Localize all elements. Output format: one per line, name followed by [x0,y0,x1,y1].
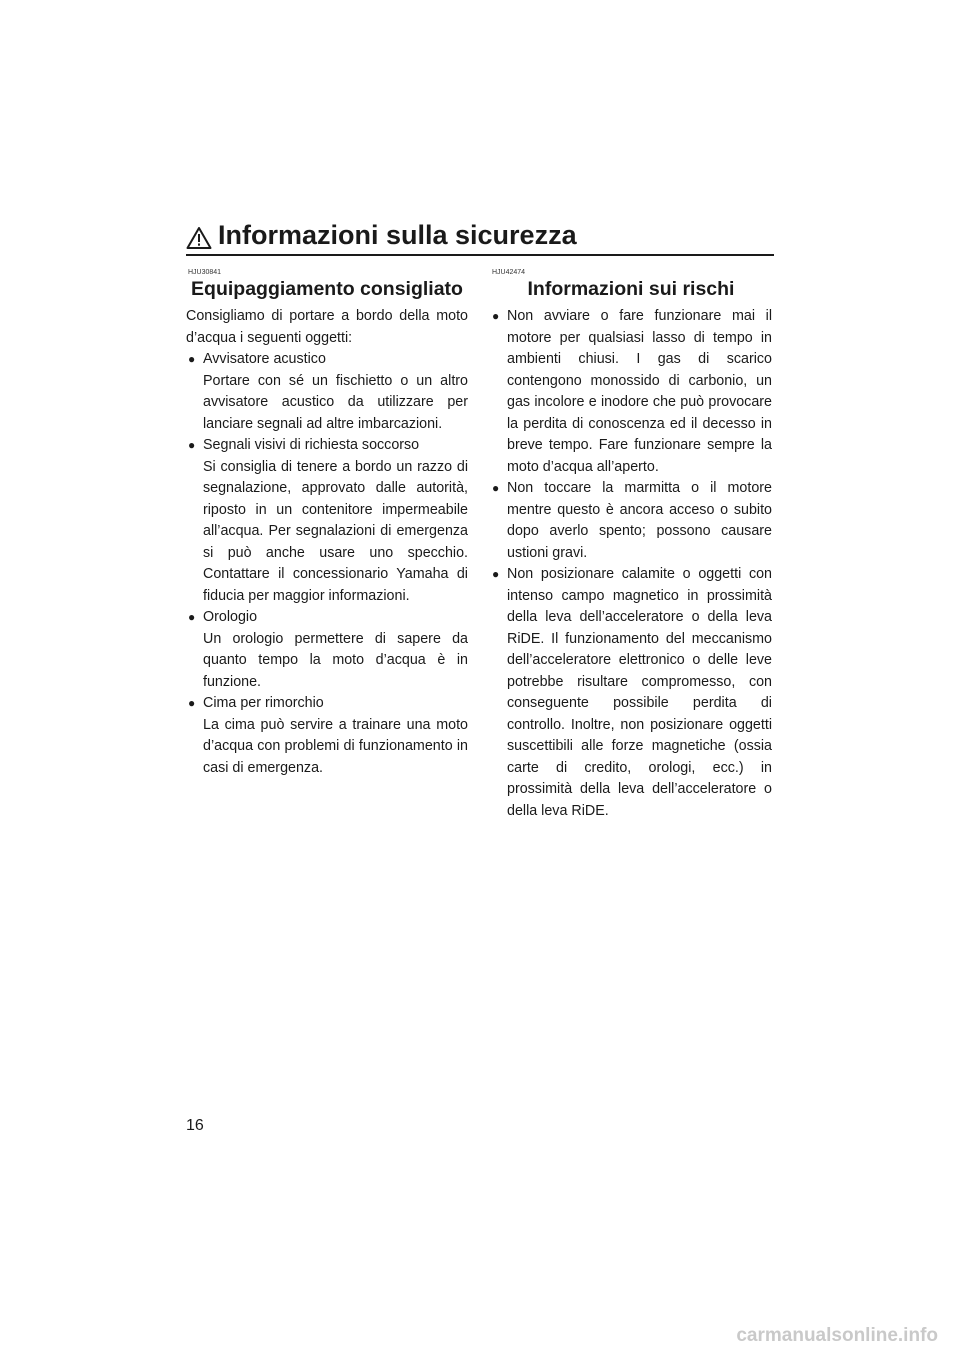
list-item [186,693,468,779]
item-text: La cima può servire a trainare una moto d’acqua con problemi di funzionamento in casi di emergenza. [203,716,468,776]
item-text: Un orologio permettere di sapere da quanto tempo la moto d’acqua è in funzione. [203,630,468,690]
bullet-icon: ● [188,610,196,624]
item-text: Non toccare la marmitta o il motore mentre questo è ancora acceso o subito dopo averlo spento; possono causare ustioni gravi. [507,480,772,561]
item-label: Avvisatore acustico [203,351,326,367]
section-code: HJU42474 [492,269,526,276]
bullet-icon: ● [188,352,196,366]
list-item [186,435,468,607]
header-title: Informazioni sulla sicurezza [218,220,577,250]
bullet-icon: ● [188,438,196,452]
item-text: Portare con sé un fischietto o un altro avvisatore acustico da utilizzare per lanciare segnali ad altre imbarcazioni. [203,372,468,432]
item-text: Non posizionare calamite o oggetti con intenso campo magnetico in prossimità della leva dell’acceleratore o della leva RiDE. Il funzionamento del meccanismo dell’acceleratore elettronico o delle leve potrebbe risultare compromesso, con conseguente possibile perdita di controllo. Inoltre, non posizionare oggetti suscettibili alle forze magnetiche (ossia carte di credito, orologi, ecc.) in prossimità della leva dell’acceleratore o della leva RiDE. [507,566,772,819]
list-item [490,306,772,478]
bullet-icon: ● [492,567,500,581]
page-number: 16 [186,1117,204,1134]
list-item [490,564,772,822]
section-risk-information [490,268,772,822]
item-text: Si consiglia di tenere a bordo un razzo di segnalazione, approvato dalle autorità, riposto in un contenitore impermeabile all’acqua. Per segnalazioni di emergenza si può anche usare uno specchio. Contattare il concessionario Yamaha di fiducia per maggior informazioni. [203,458,468,604]
bullet-icon: ● [492,481,500,495]
bullet-icon: ● [492,309,500,323]
watermark: carmanualsonline.info [736,1325,938,1346]
item-label: Orologio [203,609,258,625]
list-item [186,607,468,693]
warning-triangle-icon [186,226,212,250]
item-label: Cima per rimorchio [203,695,324,711]
page-header [186,222,774,256]
list-item [490,478,772,564]
section-recommended-equipment [186,268,468,779]
header-rule [186,254,774,256]
section-title: Informazioni sui rischi [527,278,735,300]
section-intro: Consigliamo di portare a bordo della moto d’acqua i seguenti oggetti: [186,308,468,346]
bullet-icon: ● [188,696,196,710]
section-title: Equipaggiamento consigliato [191,278,463,300]
section-code: HJU30841 [188,269,222,276]
list-item [186,349,468,435]
item-text: Non avviare o fare funzionare mai il motore per qualsiasi lasso di tempo in ambienti chiusi. I gas di scarico contengono monossido di carbonio, un gas incolore e inodore che può provocare la perdita di conoscenza ed il decesso in breve tempo. Fare funzionare sempre la moto d’acqua all’aperto. [507,308,772,475]
item-label: Segnali visivi di richiesta soccorso [203,437,420,453]
